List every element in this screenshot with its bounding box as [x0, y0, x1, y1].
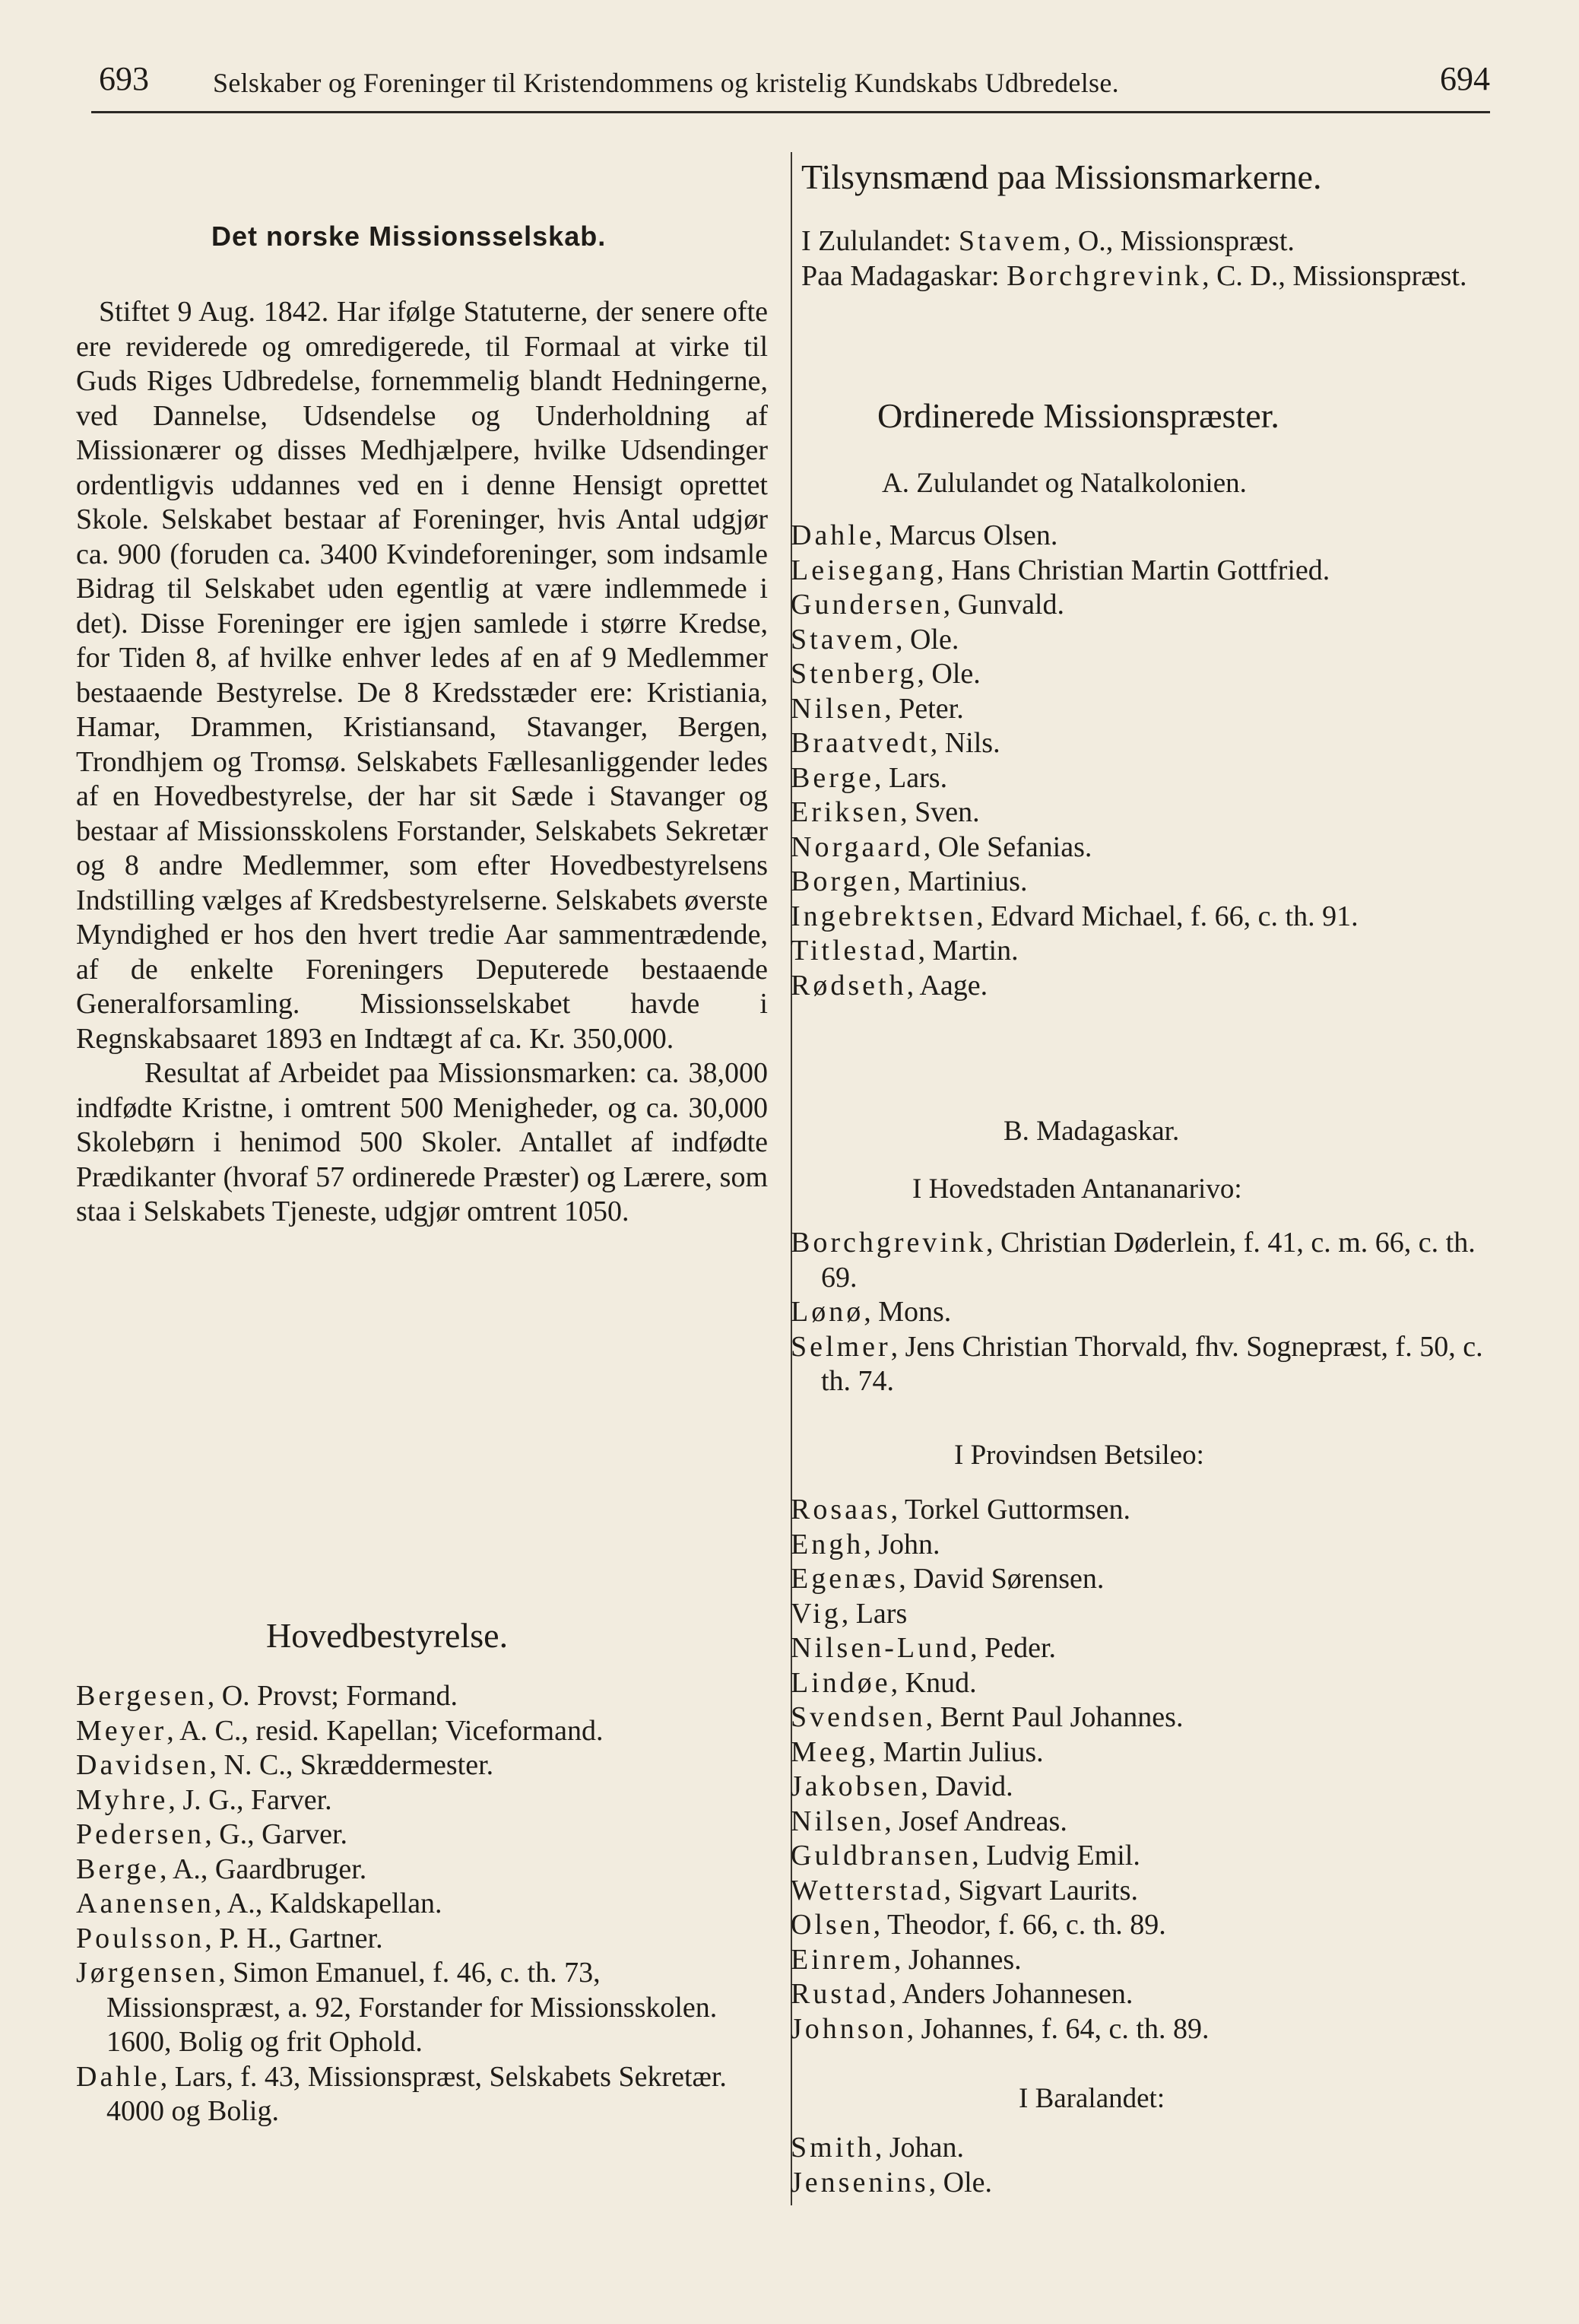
entry-name: Stavem — [791, 623, 896, 656]
entry-name: Borchgrevink — [791, 1227, 986, 1259]
entry-details: , O. Provst; Formand. — [207, 1680, 458, 1712]
entry-details: , Gunvald. — [943, 589, 1064, 621]
entry-name: Berge — [791, 761, 875, 794]
list-item — [791, 1839, 1490, 1874]
section-a-title: A. Zululandet og Natalkolonien. — [882, 468, 1247, 499]
entry-details: , Lars, f. 43, Missionspræst, Selskabets Sekretær. 4000 og Bolig. — [106, 2060, 727, 2127]
list-item — [791, 2131, 1490, 2166]
entry-name: Engh — [791, 1528, 864, 1560]
entry-details: , A., Gaardbruger. — [160, 1853, 367, 1885]
entry-details: , Josef Andreas. — [884, 1805, 1067, 1837]
list-item — [801, 224, 1485, 259]
entry-details: , Anders Johannesen. — [889, 1978, 1134, 2010]
entry-place: Paa Madagaskar: — [801, 259, 1000, 292]
list-item — [76, 1679, 760, 1714]
list-item — [76, 1818, 760, 1853]
entry-name: Lindøe — [791, 1666, 891, 1699]
list-item — [76, 1887, 760, 1922]
list-item — [791, 588, 1490, 623]
entry-name: Rustad — [791, 1978, 889, 2010]
entry-name: Dahle — [791, 519, 875, 551]
entry-details: , Edvard Michael, f. 66, c. th. 91. — [976, 900, 1359, 932]
entry-details: , Jens Christian Thorvald, fhv. Sognepræst, f. 50, c. th. 74. — [821, 1330, 1483, 1397]
entry-name: Selmer — [791, 1330, 891, 1363]
list-item — [801, 259, 1485, 294]
entry-name: Stavem — [958, 225, 1064, 257]
entry-name: Norgaard — [791, 830, 924, 863]
entry-name: Guldbransen — [791, 1840, 972, 1872]
entry-name: Smith — [791, 2132, 875, 2164]
list-item — [791, 969, 1490, 1004]
entry-details: , Martinius. — [893, 865, 1028, 897]
entry-name: Vig — [791, 1597, 842, 1630]
list-item — [76, 2060, 760, 2129]
entry-details: , Knud. — [890, 1666, 977, 1699]
entry-name: Aanensen — [76, 1887, 214, 1919]
list-item — [791, 1666, 1490, 1701]
entry-name: Gundersen — [791, 589, 943, 621]
list-item — [76, 1714, 760, 1749]
entry-details: , Martin Julius. — [868, 1735, 1044, 1768]
entry-details: , David. — [921, 1770, 1013, 1802]
entry-details: , Marcus Olsen. — [874, 519, 1058, 551]
entry-name: Jensenins — [791, 2166, 929, 2199]
entry-name: Meyer — [76, 1714, 167, 1747]
betsileo-title: I Provindsen Betsileo: — [954, 1440, 1204, 1471]
entry-details: , Lars — [841, 1597, 908, 1630]
list-item — [791, 934, 1490, 969]
entry-details: , O., Missionspræst. — [1063, 225, 1295, 257]
entry-details: , Hans Christian Martin Gottfried. — [937, 554, 1330, 586]
entry-name: Braatvedt — [791, 727, 931, 759]
entry-details: , Ole. — [928, 2166, 993, 2199]
entry-name: Ingebrektsen — [791, 900, 977, 932]
page-number-left: 693 — [99, 60, 149, 97]
entry-details: , P. H., Gartner. — [205, 1922, 383, 1954]
list-item — [791, 1977, 1490, 2012]
list-item — [791, 1908, 1490, 1943]
entry-name: Einrem — [791, 1943, 894, 1976]
running-title: Selskaber og Foreninger til Kristendommens og kristelig Kundskabs Udbredelse. — [213, 68, 1119, 98]
list-item — [791, 795, 1490, 830]
list-item — [76, 1748, 760, 1783]
society-description — [76, 295, 768, 1230]
section-a-list — [791, 519, 1490, 1003]
entry-name: Egenæs — [791, 1563, 899, 1595]
entry-name: Wetterstad — [791, 1874, 944, 1907]
entry-name: Dahle — [76, 2060, 160, 2093]
entry-name: Stenberg — [791, 658, 918, 690]
paragraph-founding: Stiftet 9 Aug. 1842. Har ifølge Statuterne, der senere ofte ere reviderede og omredigerede, til Formaal at virke til Guds Riges Udbredelse, fornemmelig blandt Hedningerne, ved Dannelse, Udsendelse og Underholdning af Missionærer og disses Medhjælpere, hvilke Udsendinger ordentligvis uddannes ved en i denne Hensigt oprettet Skole. Selskabet bestaar af Foreninger, hvis Antal udgjør ca. 900 (foruden ca. 3400 Kvindeforeninger, som indsamle Bidrag til Selskabet uden egentlig at være indlemmede i det). Disse Foreninger ere igjen samlede i større Kredse, for Tiden 8, af hvilke enhver ledes af en af 9 Medlemmer bestaaende Bestyrelse. De 8 Kredsstæder ere: Kristiania, Hamar, Drammen, Kristiansand, Stavanger, Bergen, Trondhjem og Tromsø. Selskabets Fællesanliggender ledes af en Hovedbestyrelse, der har sit Sæde i Stavanger og bestaar af Missionsskolens Forstander, Selskabets Sekretær og 8 andre Medlemmer, som efter Hovedbestyrelsens Indstilling vælges af Kredsbestyrelserne. Selskabets øverste Myndighed er hos den hvert tredie Aar sammentrædende, af de enkelte Foreningers Deputerede bestaaende Generalforsamling. Missionsselskabet havde i Regnskabsaaret 1893 en Indtægt af ca. Kr. 350,000. — [76, 296, 768, 1055]
list-item — [791, 1597, 1490, 1632]
capital-list — [791, 1226, 1490, 1399]
entry-details: , John. — [864, 1528, 940, 1560]
list-item — [791, 761, 1490, 796]
entry-name: Nilsen — [791, 692, 885, 725]
entry-details: , C. D., Missionspræst. — [1202, 259, 1467, 292]
page-number-right: 694 — [1440, 60, 1490, 97]
list-item — [791, 830, 1490, 865]
betsileo-list — [791, 1493, 1490, 2046]
list-item — [76, 1956, 760, 2060]
entry-details: , Lars. — [874, 761, 948, 794]
baralandet-title: I Baralandet: — [1019, 2083, 1165, 2114]
ordained-title: Ordinerede Missionspræster. — [877, 396, 1279, 435]
entry-details: , Ole. — [895, 623, 959, 656]
list-item — [791, 1631, 1490, 1666]
entry-details: , J. G., Farver. — [168, 1783, 332, 1816]
entry-details: , Martin. — [918, 935, 1019, 967]
entry-name: Jakobsen — [791, 1770, 921, 1802]
entry-details: , Peder. — [970, 1632, 1057, 1664]
entry-name: Myhre — [76, 1783, 169, 1816]
section-b-title: B. Madagaskar. — [1004, 1116, 1180, 1147]
entry-name: Jørgensen — [76, 1957, 219, 1989]
entry-name: Nilsen-Lund — [791, 1632, 971, 1664]
list-item — [791, 519, 1490, 554]
society-title: Det norske Missionsselskab. — [211, 221, 607, 252]
entry-details: , Peter. — [884, 692, 964, 725]
entry-details: , Sigvart Laurits. — [943, 1874, 1138, 1907]
entry-name: Borchgrevink — [1007, 259, 1203, 292]
entry-details: , Ole. — [917, 658, 981, 690]
entry-name: Rosaas — [791, 1494, 891, 1526]
entry-name: Nilsen — [791, 1805, 885, 1837]
entry-name: Bergesen — [76, 1680, 208, 1712]
entry-details: , Ludvig Emil. — [972, 1840, 1140, 1872]
capital-title: I Hovedstaden Antananarivo: — [912, 1173, 1242, 1205]
list-item — [791, 1700, 1490, 1735]
entry-details: , A., Kaldskapellan. — [214, 1887, 442, 1919]
list-item — [791, 1943, 1490, 1978]
entry-details: , David Sørensen. — [899, 1563, 1105, 1595]
entry-name: Berge — [76, 1853, 160, 1885]
entry-details: , Sven. — [900, 796, 980, 828]
header-rule — [91, 111, 1490, 113]
list-item — [791, 1874, 1490, 1909]
list-item — [791, 1226, 1490, 1295]
supervisors-list — [801, 224, 1485, 294]
list-item — [791, 623, 1490, 658]
list-item — [791, 1735, 1490, 1770]
entry-details: , Mons. — [864, 1296, 952, 1328]
entry-place: I Zululandet: — [801, 225, 952, 257]
entry-details: , Johannes. — [893, 1943, 1022, 1976]
list-item — [791, 865, 1490, 900]
list-item — [791, 1528, 1490, 1563]
entry-name: Meeg — [791, 1735, 869, 1768]
list-item — [791, 1330, 1490, 1399]
entry-name: Pedersen — [76, 1818, 205, 1850]
board-list — [76, 1679, 760, 2129]
list-item — [791, 692, 1490, 727]
entry-details: , Aage. — [906, 969, 988, 1002]
list-item — [791, 1562, 1490, 1597]
supervisors-title: Tilsynsmænd paa Missionsmarkerne. — [801, 157, 1322, 196]
entry-name: Lønø — [791, 1296, 864, 1328]
entry-details: , A. C., resid. Kapellan; Viceformand. — [166, 1714, 604, 1747]
entry-name: Poulsson — [76, 1922, 205, 1954]
entry-name: Leisegang — [791, 554, 937, 586]
list-item — [76, 1922, 760, 1957]
list-item — [791, 2012, 1490, 2047]
running-header — [99, 59, 1490, 105]
entry-name: Svendsen — [791, 1701, 926, 1733]
entry-details: , Nils. — [930, 727, 1000, 759]
entry-name: Johnson — [791, 2012, 907, 2045]
entry-name: Rødseth — [791, 969, 907, 1002]
entry-details: , N. C., Skræddermester. — [209, 1749, 494, 1781]
list-item — [791, 900, 1490, 935]
list-item — [791, 657, 1490, 692]
list-item — [791, 2166, 1490, 2201]
entry-details: , Ole Sefanias. — [923, 830, 1092, 863]
entry-name: Olsen — [791, 1909, 874, 1941]
paragraph-results: Resultat af Arbeidet paa Missionsmarken: ca. 38,000 indfødte Kristne, i omtrent 500 Menigheder, og ca. 30,000 Skolebørn i henimod 500 Skoler. Antallet af indfødte Prædikanter (hvoraf 57 ordinerede Præster) og Lærere, som staa i Selskabets Tjeneste, udgjør omtrent 1050. — [76, 1057, 768, 1227]
board-title: Hovedbestyrelse. — [266, 1616, 509, 1655]
list-item — [791, 554, 1490, 589]
entry-details: , Johannes, f. 64, c. th. 89. — [906, 2012, 1210, 2045]
list-item — [76, 1783, 760, 1818]
entry-details: , Johan. — [874, 2132, 964, 2164]
entry-name: Eriksen — [791, 796, 901, 828]
list-item — [76, 1853, 760, 1887]
list-item — [791, 726, 1490, 761]
entry-name: Titlestad — [791, 935, 918, 967]
entry-details: , Simon Emanuel, f. 46, c. th. 73, Missionspræst, a. 92, Forstander for Missionsskolen. 1600, Bolig og frit Ophold. — [106, 1957, 718, 2058]
entry-name: Borgen — [791, 865, 894, 897]
entry-details: , Torkel Guttormsen. — [890, 1494, 1131, 1526]
entry-details: , Theodor, f. 66, c. th. 89. — [873, 1909, 1166, 1941]
list-item — [791, 1805, 1490, 1840]
baralandet-list — [791, 2131, 1490, 2200]
list-item — [791, 1493, 1490, 1528]
entry-details: , Christian Døderlein, f. 41, c. m. 66, c. th. 69. — [821, 1227, 1476, 1294]
entry-details: , Bernt Paul Johannes. — [925, 1701, 1184, 1733]
list-item — [791, 1295, 1490, 1330]
entry-details: , G., Garver. — [205, 1818, 348, 1850]
list-item — [791, 1770, 1490, 1805]
entry-name: Davidsen — [76, 1749, 210, 1781]
